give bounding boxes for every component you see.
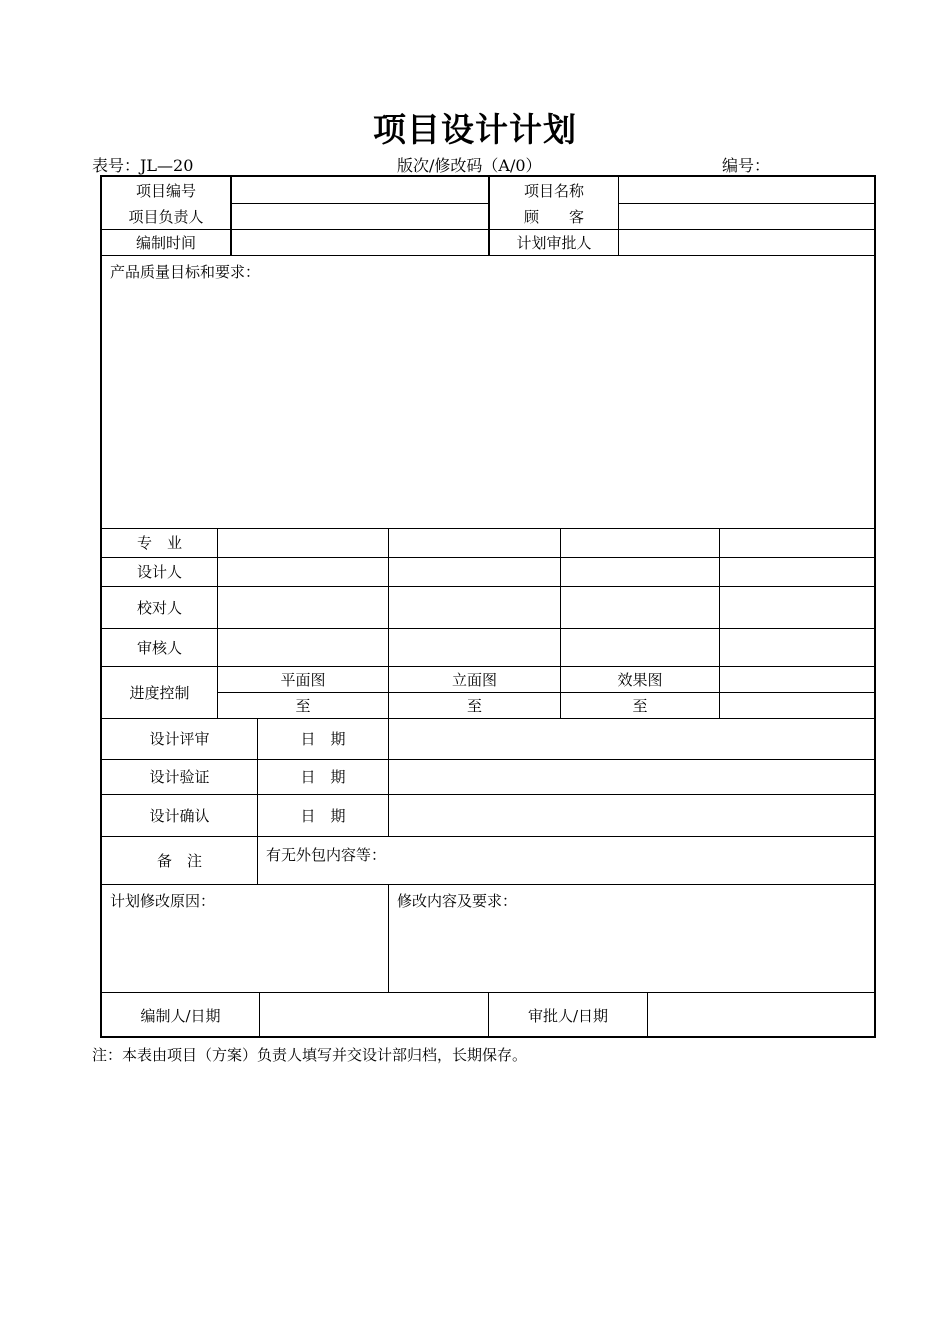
designer-label: 设计人	[136, 563, 182, 581]
customer-label: 顾 客	[523, 207, 584, 226]
project-leader-label: 项目负责人	[128, 207, 204, 226]
serial-number: 编号：	[722, 156, 771, 175]
plan-form-table	[100, 175, 876, 1038]
remarks-field[interactable]	[258, 836, 876, 884]
progress-plan-range[interactable]: 至	[295, 696, 311, 715]
design-confirmation-label: 设计确认	[149, 806, 210, 825]
compiler-date-field[interactable]	[260, 992, 488, 1038]
design-review-date-label: 日 期	[300, 730, 346, 748]
checker-label: 校对人	[136, 598, 182, 617]
design-confirmation-date-label: 日 期	[300, 806, 346, 825]
reviewer-field-2[interactable]	[389, 628, 560, 666]
design-review-date-field[interactable]	[389, 718, 876, 759]
remarks-label: 备 注	[156, 851, 202, 870]
checker-field-4[interactable]	[720, 586, 876, 628]
designer-field-1[interactable]	[218, 557, 388, 586]
designer-field-3[interactable]	[561, 557, 719, 586]
project-leader-field[interactable]	[232, 203, 488, 229]
page-title: 项目设计计划	[373, 110, 577, 149]
plan-approver-field[interactable]	[619, 229, 876, 255]
project-number-field[interactable]	[232, 177, 488, 203]
reviewer-label: 审核人	[136, 638, 182, 657]
approver-date-label: 审批人/日期	[527, 1006, 609, 1025]
discipline-field-4[interactable]	[720, 528, 876, 557]
footnote: 注：本表由项目（方案）负责人填写并交设计部归档，长期保存。	[92, 1046, 528, 1064]
checker-field-1[interactable]	[218, 586, 388, 628]
compile-time-field[interactable]	[232, 229, 488, 255]
modification-content-label: 修改内容及要求：	[397, 892, 518, 910]
checker-field-3[interactable]	[561, 586, 719, 628]
designer-field-2[interactable]	[389, 557, 560, 586]
discipline-label: 专 业	[136, 534, 182, 552]
design-verification-date-label: 日 期	[300, 768, 346, 786]
plan-approver-label: 计划审批人	[516, 233, 592, 252]
reviewer-field-4[interactable]	[720, 628, 876, 666]
modification-reason-area[interactable]	[102, 884, 388, 992]
progress-rendering-range[interactable]: 至	[632, 696, 648, 715]
design-confirmation-date-field[interactable]	[389, 794, 876, 836]
project-name-field[interactable]	[619, 177, 876, 203]
project-name-label: 项目名称	[523, 181, 584, 200]
discipline-field-3[interactable]	[561, 528, 719, 557]
progress-col-plan: 平面图	[280, 670, 326, 689]
compile-time-label: 编制时间	[135, 233, 196, 252]
version-code: 版次/修改码（A/0）	[397, 156, 542, 175]
discipline-field-2[interactable]	[389, 528, 560, 557]
remarks-hint: 有无外包内容等：	[266, 846, 387, 864]
progress-extra-range[interactable]	[720, 692, 876, 718]
modification-content-area[interactable]	[389, 884, 876, 992]
form-number: 表号：JL—20	[92, 156, 194, 175]
designer-field-4[interactable]	[720, 557, 876, 586]
reviewer-field-1[interactable]	[218, 628, 388, 666]
design-review-label: 设计评审	[149, 730, 210, 748]
progress-elevation-range[interactable]: 至	[466, 696, 482, 715]
checker-field-2[interactable]	[389, 586, 560, 628]
progress-control-label: 进度控制	[129, 683, 190, 702]
reviewer-field-3[interactable]	[561, 628, 719, 666]
progress-col-extra[interactable]	[720, 666, 876, 692]
progress-col-elevation: 立面图	[451, 670, 497, 689]
compiler-date-label: 编制人/日期	[140, 1006, 221, 1025]
customer-field[interactable]	[619, 203, 876, 229]
design-verification-date-field[interactable]	[389, 759, 876, 794]
approver-date-field[interactable]	[648, 992, 876, 1038]
quality-goals-area[interactable]	[102, 255, 876, 528]
quality-goals-label: 产品质量目标和要求：	[110, 263, 261, 281]
progress-col-rendering: 效果图	[617, 670, 663, 689]
design-verification-label: 设计验证	[149, 768, 210, 786]
modification-reason-label: 计划修改原因：	[110, 892, 216, 910]
project-number-label: 项目编号	[135, 181, 196, 200]
discipline-field-1[interactable]	[218, 528, 388, 557]
